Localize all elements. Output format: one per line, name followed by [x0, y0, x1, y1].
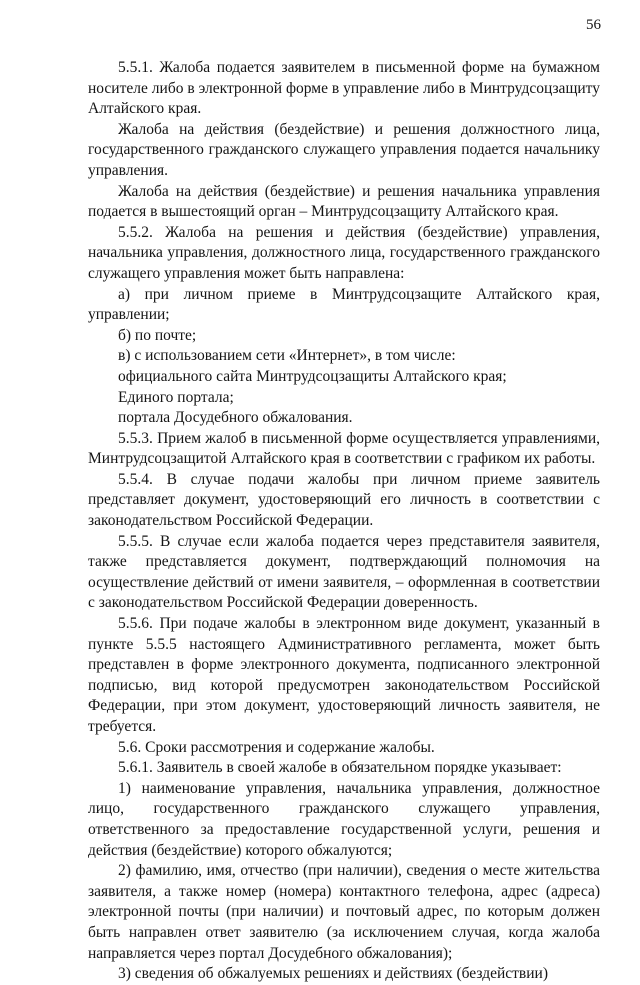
paragraph-complaint-head: Жалоба на действия (бездействие) и решения начальника управления подается в вышестоящий орган – Минтрудсоцзащиту Алтайского края.	[88, 182, 600, 221]
paragraph-5-5-2: 5.5.2. Жалоба на решения и действия (бездействие) управления, начальника управления, должностного лица, государственного гражданского служащего управления может быть направлена:	[88, 223, 600, 282]
document-body	[88, 58, 600, 985]
list-subitem-ministry-site: официального сайта Минтрудсоцзащиты Алтайского края;	[118, 367, 507, 385]
paragraph-5-5-1: 5.5.1. Жалоба подается заявителем в письменной форме на бумажном носителе либо в электронной форме в управление либо в Минтрудсоцзащиту Алтайского края.	[88, 59, 600, 118]
list-item-3: 3) сведения об обжалуемых решениях и действиях (бездействии)	[118, 965, 549, 983]
list-subitem-single-portal: Единого портала;	[118, 388, 234, 406]
paragraph-complaint-official: Жалоба на действия (бездействие) и решения должностного лица, государственного гражданского служащего управления подается начальнику управления.	[88, 120, 600, 179]
paragraph-5-5-3: 5.5.3. Прием жалоб в письменной форме осуществляется управлениями, Минтрудсоцзащитой Алтайского края в соответствии с графиком их работы.	[88, 429, 600, 468]
list-item-2: 2) фамилию, имя, отчество (при наличии), сведения о месте жительства заявителя, а также номер (номера) контактного телефона, адрес (адреса) электронной почты (при наличии) и почтовый адрес, по которым должен быть направлен ответ заявителю (за исключением случая, когда жалоба направляется через портал Досудебного обжалования);	[88, 862, 600, 962]
section-heading-5-6: 5.6. Сроки рассмотрения и содержание жалобы.	[118, 738, 435, 756]
paragraph-5-5-5: 5.5.5. В случае если жалоба подается через представителя заявителя, также представляется документ, подтверждающий полномочия на осуществление действий от имени заявителя, – оформленная в соответствии с законодательством Российской Федерации доверенность.	[88, 532, 600, 612]
paragraph-5-5-4: 5.5.4. В случае подачи жалобы при личном приеме заявитель представляет документ, удостоверяющий его личность в соответствии с законодательством Российской Федерации.	[88, 470, 600, 530]
paragraph-5-6-1: 5.6.1. Заявитель в своей жалобе в обязательном порядке указывает:	[118, 759, 562, 777]
list-item-v: в) с использованием сети «Интернет», в том числе:	[118, 347, 456, 365]
list-item-1: 1) наименование управления, начальника управления, должностное лицо, государственного гражданского служащего управления, ответственного за предоставление государственной услуги, решения и действия (бездействие) которого обжалуются;	[88, 779, 600, 859]
list-item-b: б) по почте;	[118, 326, 197, 344]
paragraph-5-5-6: 5.5.6. При подаче жалобы в электронном виде документ, указанный в пункте 5.5.5 настоящего Административного регламента, может быть представлен в форме электронного документа, подписанного электронной подписью, вид которой предусмотрен законодательством Российской Федерации, при этом документ, удостоверяющий личность заявителя, не требуется.	[88, 615, 600, 735]
list-item-a: а) при личном приеме в Минтрудсоцзащите Алтайского края, управлении;	[88, 285, 600, 324]
page-number: 56	[586, 17, 601, 33]
list-subitem-appeal-portal: портала Досудебного обжалования.	[118, 409, 353, 427]
